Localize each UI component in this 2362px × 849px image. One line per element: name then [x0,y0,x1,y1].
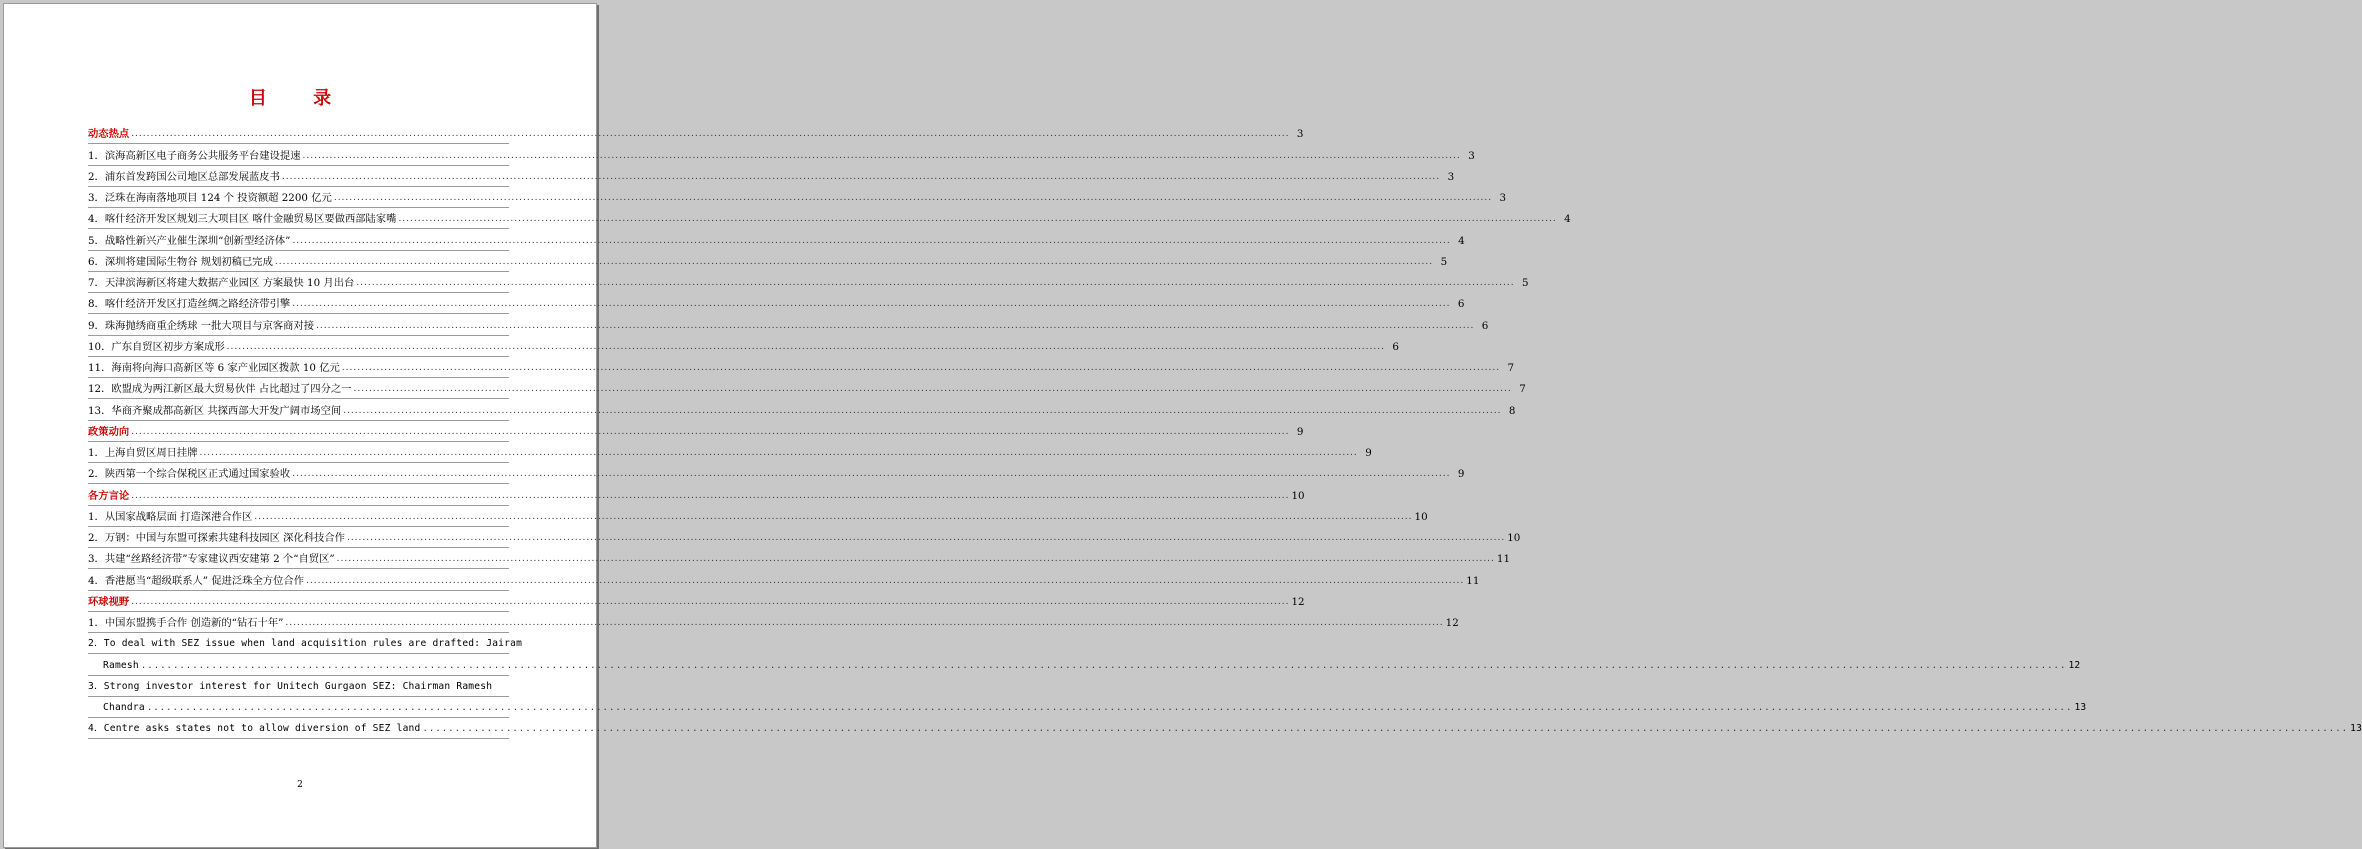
toc-page-number: 3 [1296,128,1304,141]
dot-leader: ............................................................................................................................................................................................................................................................................................................ [346,533,1506,543]
toc-item[interactable] [88,399,1516,420]
dot-leader: ............................................................................................................................................................................................................................................................................................................ [333,193,1493,203]
toc-page-number: 12 [1291,595,1305,608]
toc-item[interactable] [88,442,1372,463]
toc-item[interactable] [88,527,1521,548]
dot-leader: ............................................................................................................................................................................................................................................................................................................ [343,405,1502,416]
toc-page-number: 6 [1392,340,1399,353]
toc-page-number: 9 [1365,447,1372,459]
page-number: 2 [297,780,303,790]
dot-leader: ............................................................................................................................................................................................................................................................................................................ [398,214,1557,225]
toc-entry-text: 4．喀什经济开发区规划三大项目区 喀什金融贸易区要做西部陆家嘴 [88,213,397,226]
table-of-contents [88,123,2362,739]
toc-page-number: 9 [1296,425,1304,438]
toc-item[interactable] [88,548,1511,569]
toc-entry-text: 13．华商齐聚成都高新区 共探西部大开发广阔市场空间 [88,404,342,417]
toc-entry-text: 3．Strong investor interest for Unitech Gurgaon SEZ: Chairman Ramesh [88,680,493,692]
dot-leader: ............................................................................................................................................................................................................................................................................................................ [341,363,1501,373]
toc-page-number: 11 [1466,574,1480,587]
dot-leader: ............................................................................................................................................................................................................................................................................................................ [302,150,1461,161]
toc-item[interactable] [88,718,2362,739]
toc-page-number: 3 [1499,192,1507,204]
dot-leader: ............................................................................................................................................................................................................................................................................................................ [131,426,1290,437]
toc-entry-text: 1．上海自贸区周日挂牌 [88,447,198,459]
toc-item-continuation[interactable] [88,697,2087,718]
toc-section-heading[interactable] [88,484,1305,505]
dot-leader: ............................................................................................................................................................................................................................................................................................................ [292,469,1451,480]
dot-leader: ............................................................................................................................................................................................................................................................................................................ [356,278,1515,288]
toc-item[interactable] [88,272,1529,293]
dot-leader: ............................................................................................................................................................................................................................................................................................................ [274,256,1434,267]
page-title: 目 录 [248,88,352,109]
toc-item[interactable] [88,633,523,654]
toc-page-number: 10 [1291,489,1305,502]
toc-entry-text: 12．欧盟成为两江新区最大贸易伙伴 占比超过了四分之一 [88,383,352,396]
toc-page-number: 10 [1507,532,1521,544]
dot-leader: ............................................................................................................................................................................................................................................................................................................ [131,490,1290,501]
toc-page-number: 10 [1414,510,1428,523]
toc-page-number: 6 [1457,298,1465,311]
toc-item[interactable] [88,144,1475,165]
toc-page-number: 7 [1519,383,1526,396]
toc-entry-text: 各方言论 [88,489,130,502]
toc-item[interactable] [88,229,1465,250]
toc-page-number: 4 [1564,213,1571,226]
toc-page-number: 4 [1458,234,1465,247]
toc-page-number: 12 [2068,659,2081,671]
toc-entry-text: 4．Centre asks states not to allow diversion of SEZ land [88,723,421,735]
toc-item[interactable] [88,208,1571,229]
dot-leader: ............................................................................................................................................................................................................................................................................................................ [199,448,1358,458]
toc-page-number: 13 [2350,723,2362,735]
toc-entry-text: 9．珠海抛绣商重企绣球 一批大项目与京客商对接 [88,319,315,332]
toc-page-number: 11 [1496,553,1511,566]
toc-item[interactable] [88,463,1465,484]
toc-entry-text: 3．共建“丝路经济带”专家建议西安建第 2 个“自贸区” [88,553,335,566]
toc-entry-text: 11．海南将向海口高新区等 6 家产业园区拨款 10 亿元 [88,362,340,374]
toc-item[interactable] [88,314,1489,335]
toc-entry-text: 8．喀什经济开发区打造丝绸之路经济带引擎 [88,298,291,311]
dot-leader: ............................................................................................................................................................................................................................................................................................................ [131,129,1290,140]
dot-leader: ............................................................................................................................................................................................................................................................................................................ [422,724,2349,735]
toc-item[interactable] [88,166,1455,187]
dot-leader: ............................................................................................................................................................................................................................................................................................................ [226,341,1385,352]
toc-page-number: 5 [1522,277,1529,289]
toc-entry-text: 4．香港愿当“超级联系人” 促进泛珠全方位合作 [88,574,304,587]
toc-page-number: 13 [2074,702,2087,713]
toc-entry-text: 6．深圳将建国际生物谷 规划初稿已完成 [88,255,273,268]
toc-item[interactable] [88,378,1526,399]
dot-leader: ............................................................................................................................................................................................................................................................................................................ [131,596,1290,607]
dot-leader: ............................................................................................................................................................................................................................................................................................................ [292,299,1451,310]
dot-leader: ............................................................................................................................................................................................................................................................................................................ [146,703,2073,713]
toc-section-heading[interactable] [88,123,1304,144]
toc-entry-text: 1．从国家战略层面 打造深港合作区 [88,510,253,523]
toc-item[interactable] [88,612,1459,633]
toc-item[interactable] [88,187,1507,208]
toc-entry-text: 1．中国东盟携手合作 创造新的“钻石十年” [88,617,284,629]
toc-entry-text: 3．泛珠在海南落地项目 124 个 投资额超 2200 亿元 [88,192,332,204]
dot-leader: ............................................................................................................................................................................................................................................................................................................ [140,660,2067,671]
toc-item[interactable] [88,293,1465,314]
toc-page-number: 6 [1481,319,1489,332]
toc-entry-text: 动态热点 [88,128,130,141]
toc-page-number: 3 [1468,149,1475,162]
dot-leader: ............................................................................................................................................................................................................................................................................................................ [336,554,1495,565]
toc-page-number: 7 [1507,362,1515,374]
toc-entry-text: 7．天津滨海新区将建大数据产业园区 方案最快 10 月出台 [88,277,355,289]
toc-page-number: 9 [1457,468,1465,481]
toc-item[interactable] [88,569,1480,590]
dot-leader: ............................................................................................................................................................................................................................................................................................................ [254,511,1413,522]
toc-item[interactable] [88,506,1428,527]
toc-page-number: 8 [1508,404,1516,417]
toc-section-heading[interactable] [88,591,1305,612]
toc-entry-text: Ramesh [103,659,139,671]
toc-entry-text: 政策动向 [88,425,130,438]
toc-item[interactable] [88,251,1448,272]
dot-leader: ............................................................................................................................................................................................................................................................................................................ [292,235,1451,246]
toc-entry-text: 2．陕西第一个综合保税区正式通过国家验收 [88,468,291,481]
dot-leader: ............................................................................................................................................................................................................................................................................................................ [306,575,1465,586]
toc-entry-text: 1．滨海高新区电子商务公共服务平台建设提速 [88,149,301,162]
toc-item[interactable] [88,336,1399,357]
toc-entry-text: 2．浦东首发跨国公司地区总部发展蓝皮书 [88,170,280,183]
toc-entry-text: 10．广东自贸区初步方案成形 [88,340,225,353]
toc-item[interactable] [88,357,1515,378]
toc-page-number: 3 [1447,170,1455,183]
dot-leader: ............................................................................................................................................................................................................................................................................................................ [281,171,1441,182]
toc-item[interactable] [88,676,509,697]
document-page [3,3,2362,848]
toc-entry-text: 2．To deal with SEZ issue when land acquisition rules are drafted: Jairam [88,638,523,650]
toc-page-number: 12 [1445,617,1459,629]
toc-page-number: 5 [1440,255,1448,268]
toc-section-heading[interactable] [88,421,1304,442]
dot-leader: ............................................................................................................................................................................................................................................................................................................ [353,384,1512,395]
toc-item-continuation[interactable] [88,654,2081,675]
toc-entry-text: Chandra [103,702,145,713]
toc-entry-text: 环球视野 [88,595,130,608]
toc-entry-text: 2．万钢：中国与东盟可探索共建科技园区 深化科技合作 [88,532,345,544]
toc-entry-text: 5．战略性新兴产业催生深圳“创新型经济体” [88,234,291,247]
dot-leader: ............................................................................................................................................................................................................................................................................................................ [316,320,1475,331]
dot-leader: ............................................................................................................................................................................................................................................................................................................ [285,618,1444,628]
